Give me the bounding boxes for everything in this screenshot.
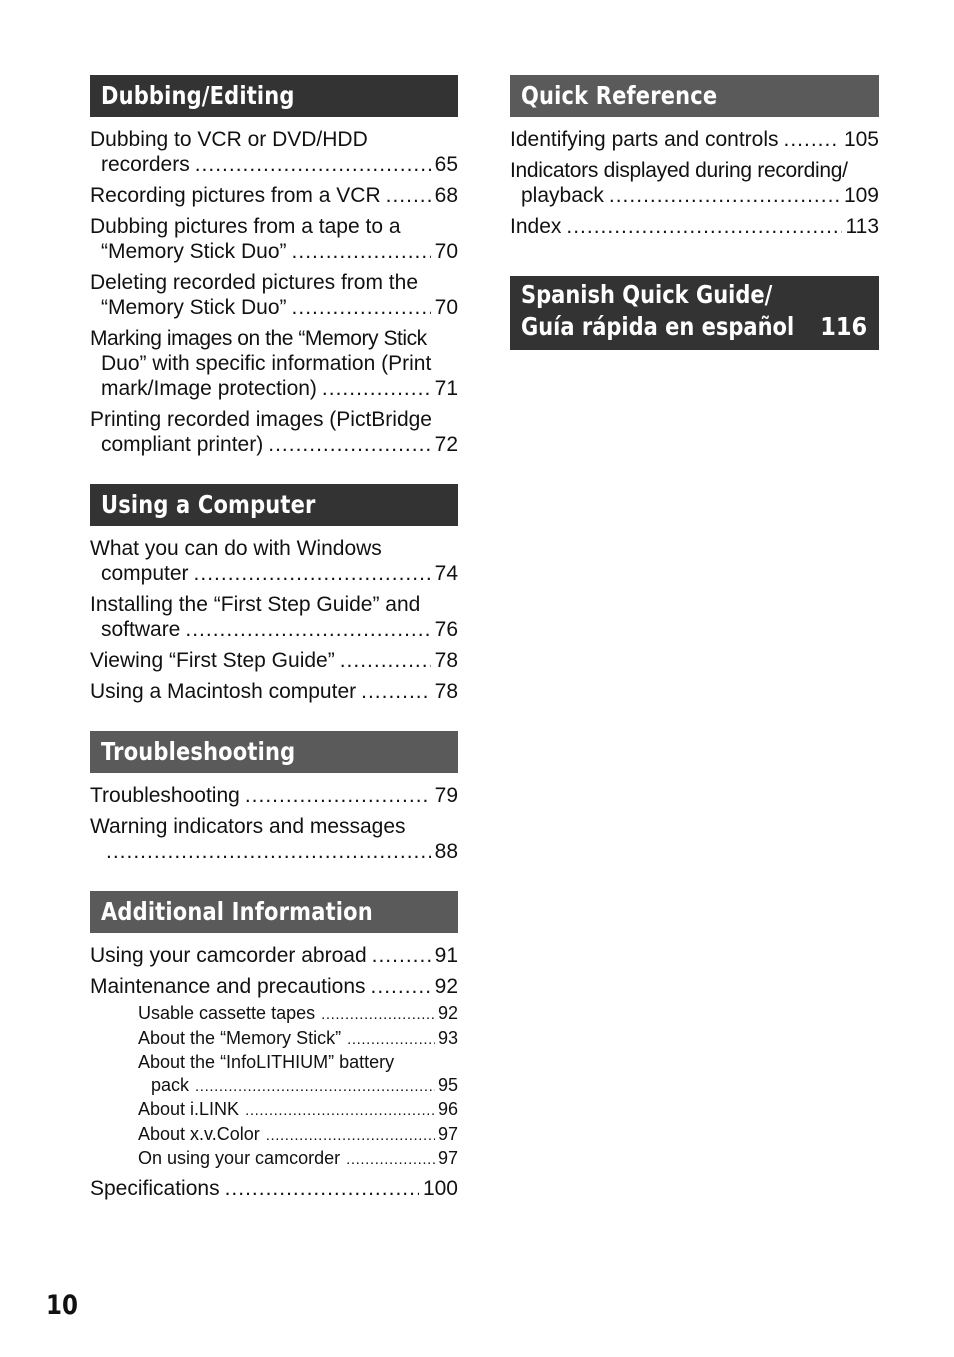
page-ref: 72 <box>434 433 458 456</box>
toc-entry[interactable]: What you can do with Windows computer ..... 74 <box>90 536 458 586</box>
toc-entry[interactable]: Using a Macintosh computer ..... 78 <box>90 679 458 704</box>
section-quick-reference <box>510 75 879 239</box>
toc-entry[interactable]: Deleting recorded pictures from the “Memory Stick Duo” ..... 70 <box>90 270 458 320</box>
page-ref: 109 <box>843 184 879 207</box>
page-ref: 68 <box>434 184 458 207</box>
toc-subentry[interactable]: About x.v.Color ..... 97 <box>90 1123 458 1148</box>
toc-entry[interactable]: Dubbing pictures from a tape to a “Memory Stick Duo” ..... 70 <box>90 214 458 264</box>
page-ref: 74 <box>434 562 458 585</box>
page-ref: 70 <box>434 296 458 319</box>
toc-entries <box>510 127 879 239</box>
page-ref: 78 <box>434 680 458 703</box>
toc-entries <box>90 943 458 1201</box>
section-header: Dubbing/Editing <box>90 75 458 117</box>
section-header: Quick Reference <box>510 75 879 117</box>
toc-entry[interactable]: Installing the “First Step Guide” and software ..... 76 <box>90 592 458 642</box>
page-ref: 93 <box>437 1027 458 1048</box>
page-ref: 100 <box>422 1176 458 1200</box>
page-ref: 92 <box>437 1003 458 1023</box>
toc-subentries <box>90 1002 458 1172</box>
page-ref: 105 <box>843 128 879 151</box>
toc-entry[interactable]: Recording pictures from a VCR ..... 68 <box>90 183 458 208</box>
page-ref: 96 <box>437 1099 458 1119</box>
toc-entries <box>90 127 458 457</box>
toc-entry[interactable]: Using your camcorder abroad ..... 91 <box>90 943 458 968</box>
toc-entry[interactable]: Specifications ..... 100 <box>90 1176 458 1201</box>
page-ref: 95 <box>437 1074 458 1095</box>
page-ref: 91 <box>434 944 458 967</box>
right-column <box>510 75 879 266</box>
page-number: 10 <box>46 1290 78 1321</box>
page-ref: 78 <box>434 649 458 672</box>
toc-entry[interactable]: Viewing “First Step Guide” ..... 78 <box>90 648 458 673</box>
page-ref: 97 <box>437 1123 458 1144</box>
page-ref: 79 <box>434 784 458 807</box>
toc-entry[interactable]: Index ..... 113 <box>510 214 879 239</box>
section-additional-information <box>90 891 458 1201</box>
page-ref: 76 <box>434 618 458 641</box>
page-ref: 71 <box>434 377 458 400</box>
section-dubbing-editing <box>90 75 458 457</box>
left-column <box>90 75 458 1228</box>
toc-entry[interactable]: Identifying parts and controls ..... 105 <box>510 127 879 152</box>
toc-entry[interactable]: Warning indicators and messages ..... 88 <box>90 814 458 864</box>
page-ref: 92 <box>434 975 458 998</box>
section-troubleshooting <box>90 731 458 864</box>
toc-entry[interactable]: Maintenance and precautions ..... 92 <box>90 974 458 999</box>
page-ref: 65 <box>434 153 458 176</box>
toc-subentry[interactable]: About the “InfoLITHIUM” battery pack ..... 95 <box>90 1051 458 1098</box>
toc-entry[interactable]: Dubbing to VCR or DVD/HDD recorders ..... 65 <box>90 127 458 177</box>
section-header: Additional Information <box>90 891 458 933</box>
page-ref: 70 <box>434 240 458 263</box>
toc-subentry[interactable]: About the “Memory Stick” ..... 93 <box>90 1027 458 1052</box>
toc-subentry[interactable]: On using your camcorder ..... 97 <box>90 1147 458 1172</box>
toc-subentry[interactable]: About i.LINK ..... 96 <box>90 1098 458 1123</box>
toc-entries <box>90 783 458 864</box>
page-ref: 88 <box>434 840 458 863</box>
section-header: Using a Computer <box>90 484 458 526</box>
page-ref: 113 <box>845 215 879 238</box>
section-using-a-computer <box>90 484 458 704</box>
toc-entry[interactable]: Printing recorded images (PictBridge compliant printer) ..... 72 <box>90 407 458 457</box>
page-ref: 97 <box>437 1148 458 1168</box>
page-ref: 116 <box>820 312 867 341</box>
toc-entries <box>90 536 458 704</box>
toc-subentry[interactable]: Usable cassette tapes ..... 92 <box>90 1002 458 1027</box>
toc-entry[interactable]: Marking images on the “Memory Stick Duo” with specific information (Print mark/Image protection) ..... 71 <box>90 326 458 401</box>
toc-entry[interactable]: Indicators displayed during recording/ playback ..... 109 <box>510 158 879 208</box>
spanish-quick-guide-link[interactable]: Spanish Quick Guide/ Guía rápida en español 116 <box>510 276 879 350</box>
section-header: Troubleshooting <box>90 731 458 773</box>
toc-entry[interactable]: Troubleshooting ..... 79 <box>90 783 458 808</box>
